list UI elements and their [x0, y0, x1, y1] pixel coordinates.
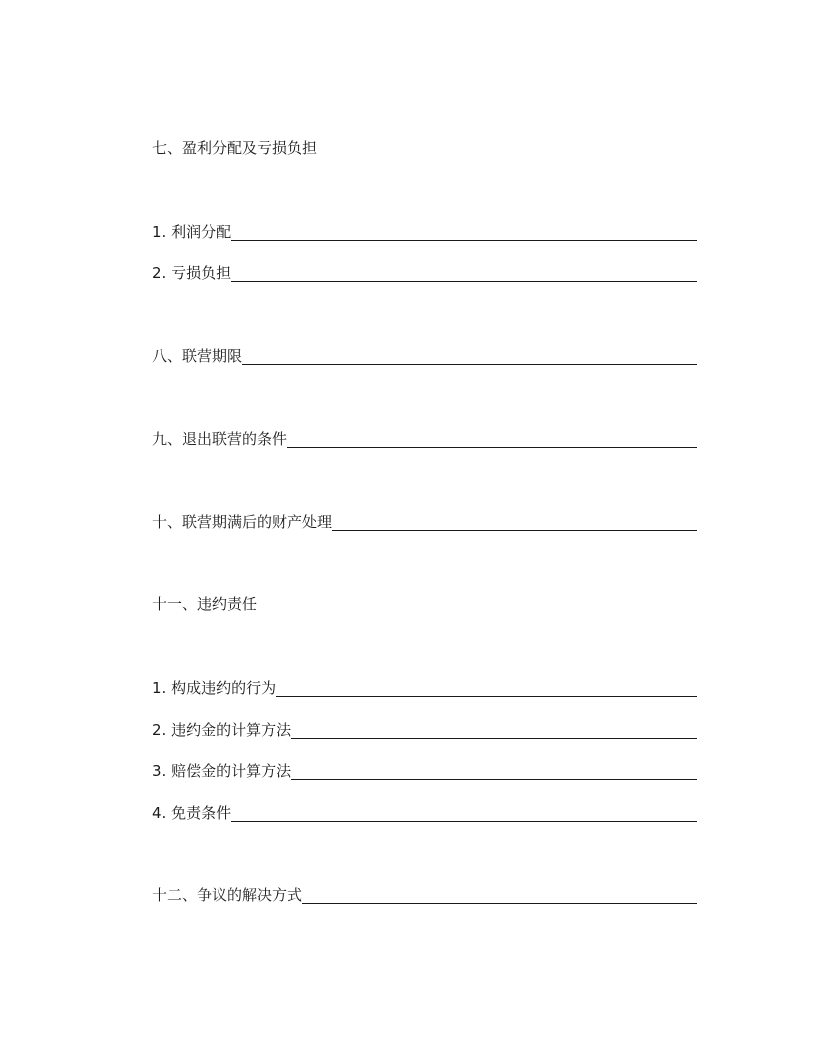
fill-in-blank[interactable]	[231, 222, 697, 241]
form-line-exit-conditions	[152, 427, 697, 449]
field-label: 九、退出联营的条件	[152, 430, 288, 448]
field-label: 十、联营期满后的财产处理	[152, 513, 333, 531]
form-line-breach-acts	[152, 676, 697, 698]
fill-in-blank[interactable]	[291, 761, 697, 780]
fill-in-blank[interactable]	[332, 512, 697, 531]
field-label: 十二、争议的解决方式	[152, 886, 303, 904]
form-line-loss-burden	[152, 261, 697, 283]
form-line-property-disposal	[152, 510, 697, 532]
form-line-exemption-conditions	[152, 801, 697, 823]
fill-in-blank[interactable]	[287, 429, 697, 448]
form-line-compensation-calculation	[152, 759, 697, 781]
field-label: 1. 利润分配	[152, 223, 232, 241]
form-line-profit-distribution	[152, 220, 697, 242]
fill-in-blank[interactable]	[276, 678, 697, 697]
field-label: 4. 免责条件	[152, 804, 232, 822]
fill-in-blank[interactable]	[291, 720, 697, 739]
field-label: 2. 违约金的计算方法	[152, 721, 292, 739]
fill-in-blank[interactable]	[242, 346, 697, 365]
field-label: 1. 构成违约的行为	[152, 679, 277, 697]
form-line-dispute-resolution	[152, 883, 697, 905]
field-label: 3. 赔偿金的计算方法	[152, 762, 292, 780]
fill-in-blank[interactable]	[231, 803, 697, 822]
fill-in-blank[interactable]	[302, 885, 697, 904]
form-line-joint-venture-term	[152, 344, 697, 366]
fill-in-blank[interactable]	[231, 263, 697, 282]
section-heading-profit-loss: 七、盈利分配及亏损负担	[152, 139, 318, 157]
section-heading-breach-liability: 十一、违约责任	[152, 595, 258, 613]
form-line-penalty-calculation	[152, 718, 697, 740]
field-label: 八、联营期限	[152, 347, 243, 365]
field-label: 2. 亏损负担	[152, 264, 232, 282]
